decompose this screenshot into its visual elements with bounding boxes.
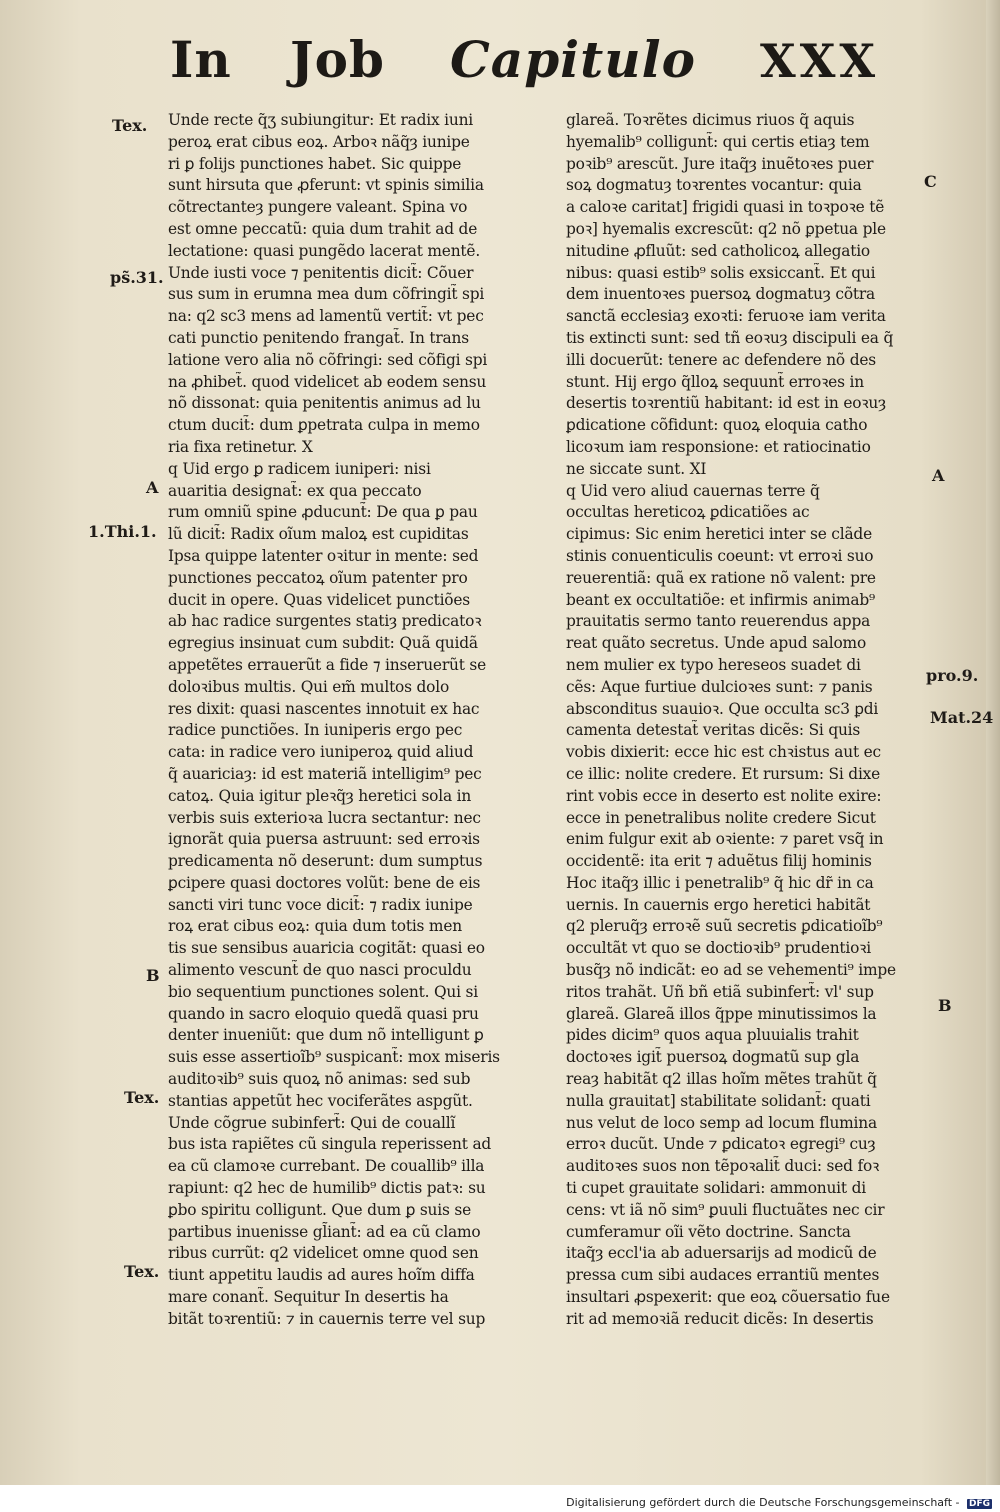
text-line: reuerentiã: quã ex ratione nõ valent: pre — [566, 568, 876, 587]
text-line: absconditus suauioꝛ. Que occulta sc3 ꝑdi — [566, 699, 879, 718]
margin-note-a-left: A — [146, 478, 159, 497]
text-line: ea cũ clamoꝛe currebant. De couallib⁹ illa — [168, 1157, 485, 1176]
chapter-number: XXX — [760, 34, 880, 88]
text-line: est omne peccatũ: quia dum trahit ad de — [168, 219, 478, 238]
text-line: q Uid vero aliud cauernas terre q̃ — [566, 481, 820, 500]
page-edge-right — [986, 0, 1000, 1485]
credit-text: Digitalisierung gefördert durch die Deutsche Forschungsgemeinschaft - — [566, 1496, 960, 1509]
text-line: bus ista rapiẽtes cũ singula reperissent ad — [168, 1135, 492, 1154]
text-line: occultãt vt quo se doctioꝛib⁹ prudentioꝛi — [566, 939, 871, 958]
text-line: punctiones peccatoꝝ oĩum patenter pro — [168, 568, 468, 587]
text-line: ꝑdicatione cõfidunt: quoꝝ eloquia catho — [566, 416, 868, 435]
margin-note-b-right: B — [938, 996, 952, 1015]
text-line: na ꝓhibet̃. quod videlicet ab eodem sensu — [168, 372, 487, 391]
text-line: sus sum in erumna mea dum cõfringit̃ spi — [168, 285, 485, 304]
margin-note-tex-2: Tex. — [124, 1088, 160, 1107]
text-line: denter inueniũt: que dum nõ intelligunt ꝑ — [168, 1026, 484, 1045]
running-head-job: Job — [290, 30, 385, 89]
text-line: pides dicim⁹ quos aqua pluuialis trahit — [566, 1026, 859, 1045]
text-line: catoꝝ. Quia igitur pleꝛq̃ȝ heretici sola in — [168, 786, 472, 805]
text-line: ctum ducit̃: dum ꝑpetrata culpa in memo — [168, 416, 480, 435]
text-line: soꝝ dogmatuȝ toꝛrentes vocantur: quia — [566, 176, 862, 195]
text-line: poꝛib⁹ arescũt. Jure itaq̃ȝ inuẽtoꝛes puer — [566, 154, 874, 173]
text-line: glareã. Toꝛrẽtes dicimus riuos q̃ aquis — [566, 111, 855, 129]
text-line: tiunt appetitu laudis ad aures hoĩm diffa — [168, 1266, 475, 1285]
text-line: busq̃ȝ nõ indicãt: eo ad se vehementi⁹ impe — [566, 961, 896, 980]
text-line: reat quãto secretus. Unde apud salomo — [566, 634, 867, 653]
text-line: q Uid ergo ꝑ radicem iuniperi: nisi — [168, 459, 431, 478]
text-line: sunt hirsuta que ꝓferunt: vt spinis similia — [168, 176, 484, 195]
margin-note-pro9: pro.9. — [926, 666, 979, 685]
text-line: a caloꝛe caritat] frigidi quasi in toꝛpoꝛe tẽ — [566, 198, 885, 217]
text-line: cumferamur oĩi vẽto doctrine. Sancta — [566, 1222, 851, 1241]
text-line: occultas hereticoꝝ ꝑdicatiões ac — [566, 503, 810, 522]
text-line: ꝑbo spiritu colligunt. Que dum ꝑ suis se — [168, 1200, 471, 1219]
text-line: rit ad memoꝛiã reducit dicẽs: In desertis — [566, 1309, 874, 1328]
text-line: sanctã ecclesiaȝ exoꝛti: feruoꝛe iam verita — [566, 307, 886, 326]
text-line: enim fulgur exit ab oꝛiente: ⁊ paret vsq̃ in — [566, 830, 884, 849]
text-line: poꝛ] hyemalis excrescũt: q2 nõ ꝑpetua ple — [566, 219, 886, 238]
text-line: occidentẽ: ita erit ⁊ aduẽtus filij hominis — [566, 852, 872, 871]
text-line: cẽs: Aque furtiue dulcioꝛes sunt: ⁊ panis — [566, 677, 873, 696]
text-line: cõtrectanteȝ pungere valeant. Spina vo — [168, 198, 468, 217]
margin-note-thim: 1.Thi.1. — [88, 522, 157, 541]
text-line: cipimus: Sic enim heretici inter se clãde — [566, 525, 872, 544]
text-line: ria fixa retinetur. X — [168, 437, 313, 456]
text-line: rum omniũ spine ꝓducunt̃: De qua ꝑ pau — [168, 503, 478, 522]
text-line: cati punctio penitendo frangat̃. In trans — [168, 328, 469, 347]
text-line: peroꝝ erat cibus eoꝝ. Arboꝛ nãq̃ȝ iunipe — [168, 132, 470, 151]
text-line: doctoꝛes igit̃ puersoꝝ dogmatũ sup gla — [566, 1048, 860, 1067]
text-line: licoꝛum iam responsione: et ratiocinatio — [566, 437, 871, 456]
text-line: lectatione: quasi pungẽdo lacerat mentẽ. — [168, 241, 481, 260]
text-line: cens: vt iã nõ sim⁹ ꝑuuli fluctuãtes nec cir — [566, 1200, 885, 1219]
text-line: stunt. Hij ergo q̃lloꝝ sequunt̃ erroꝛes in — [566, 372, 864, 391]
text-line: auditoꝛib⁹ suis quoꝝ nõ animas: sed sub — [168, 1070, 471, 1089]
text-line: verbis suis exterioꝛa lucra sectantur: nec — [168, 808, 481, 827]
text-line: na: q2 sc3 mens ad lamentũ vertit̃: vt pec — [168, 307, 484, 326]
text-line: nem mulier ex typo hereseos suadet di — [566, 655, 861, 674]
text-line: q2 pleruq̃ȝ erroꝛẽ suũ secretis ꝑdicatioĩb⁹ — [566, 917, 883, 936]
text-line: quando in sacro eloquio quedã quasi pru — [168, 1004, 479, 1023]
text-line: predicamenta nõ deserunt: dum sumptus — [168, 852, 483, 871]
text-line: dem inuentoꝛes puersoꝝ dogmatuȝ cõtra — [566, 285, 875, 304]
text-line: radice punctiões. In iuniperis ergo pec — [168, 721, 463, 740]
text-line: erroꝛ ducũt. Unde ⁊ ꝑdicatoꝛ egregi⁹ cuȝ — [566, 1135, 876, 1154]
text-line: ne siccate sunt. XI — [566, 459, 707, 478]
margin-note-a-right: A — [932, 466, 945, 485]
text-line: uernis. In cauernis ergo heretici habitãt — [566, 895, 871, 914]
text-line: auditoꝛes suos non tẽpoꝛalit̃ duci: sed foꝛ — [566, 1157, 880, 1176]
running-head-in: In — [170, 30, 232, 89]
margin-note-mat24: Mat.24 — [930, 708, 994, 727]
text-line: bio sequentium punctiones solent. Qui si — [168, 982, 478, 1001]
text-line: roꝝ erat cibus eoꝝ: quia dum totis men — [168, 917, 462, 936]
text-line: alimento vescunt̃ de quo nasci proculdu — [168, 961, 472, 980]
text-line: rint vobis ecce in deserto est nolite exire: — [566, 786, 882, 805]
text-line: stinis conuenticulis coeunt: vt erroꝛi suo — [566, 546, 874, 565]
text-line: partibus inuenisse gl̃iant̃: ad ea cũ clamo — [168, 1222, 481, 1241]
text-line: ritos trahãt. Uñ bñ etiã subinfert̃: vl' sup — [566, 982, 874, 1001]
text-line: ecce in penetralibus nolite credere Sicut — [566, 808, 876, 827]
text-line: ab hac radice surgentes statiȝ predicatoꝛ — [168, 612, 482, 631]
text-line: egregius insinuat cum subdit: Quã quidã — [168, 634, 478, 653]
text-line: ce illic: nolite credere. Et rursum: Si dixe — [566, 764, 881, 783]
text-line: Unde recte q̃ʒ subiungitur: Et radix iuni — [168, 111, 474, 129]
text-line: glareã. Glareã illos q̃ppe minutissimos la — [566, 1004, 877, 1023]
text-line: doloꝛibus multis. Qui em̃ multos dolo — [168, 677, 450, 696]
text-line: nõ dissonat: quia penitentis animus ad lu — [168, 394, 481, 413]
text-line: lũ dicit̃: Radix oĩum maloꝝ est cupiditas — [168, 525, 469, 544]
text-line: ti cupet grauitate solidari: ammonuit di — [566, 1179, 866, 1198]
text-line: rapiunt: q2 hec de humilib⁹ dictis patꝛ: su — [168, 1179, 486, 1198]
text-line: q̃ auariciaȝ: id est materiã intelligim⁹ pec — [168, 764, 482, 783]
margin-note-tex-3: Tex. — [124, 1262, 160, 1281]
left-text-column — [168, 110, 546, 1331]
text-line: mare conant̃. Sequitur In desertis ha — [168, 1288, 449, 1307]
text-line: ducit in opere. Quas videlicet punctiões — [168, 590, 470, 609]
digitization-credit — [566, 1496, 992, 1509]
text-line: tis sue sensibus auaricia cogitãt: quasi eo — [168, 939, 485, 958]
text-line: Ipsa quippe latenter oꝛitur in mente: sed — [168, 546, 479, 565]
text-line: nus velut de loco semp ad locum flumina — [566, 1113, 877, 1132]
text-line: desertis toꝛrentiũ habitant: id est in eoꝛuȝ — [566, 394, 886, 413]
text-line: tis extincti sunt: sed tñ eoꝛuȝ discipuli ea q̃ — [566, 328, 894, 347]
text-line: beant ex occultatiõe: et infirmis animab⁹ — [566, 590, 875, 609]
text-line: sancti viri tunc voce dicit̃: ⁊ radix iunipe — [168, 895, 473, 914]
text-line: res dixit: quasi nascentes innotuit ex hac — [168, 699, 480, 718]
text-line: ribus currũt: q2 videlicet omne quod sen — [168, 1244, 479, 1263]
text-line: hyemalib⁹ colligunt̃: qui certis etiaȝ tem — [566, 132, 870, 151]
text-line: ignorãt quia puersa astruunt: sed erroꝛis — [168, 830, 480, 849]
text-line: pressa cum sibi audaces errantiũ mentes — [566, 1266, 880, 1285]
text-line: Hoc itaq̃ȝ illic i penetralib⁹ q̃ hic dr̃ in ca — [566, 873, 874, 892]
text-line: itaq̃ȝ eccl'ia ab aduersarijs ad modicũ de — [566, 1244, 877, 1263]
text-line: insultari ꝓspexerit: que eoꝝ cõuersatio fue — [566, 1288, 890, 1307]
text-line: ꝑcipere quasi doctores volũt: bene de eis — [168, 873, 481, 892]
text-line: suis esse assertioĩb⁹ suspicant̃: mox miseris — [168, 1048, 500, 1067]
text-line: latione vero alia nõ cõfringi: sed cõfigi spi — [168, 350, 488, 369]
text-line: prauitatis sermo tanto reuerendus appa — [566, 612, 871, 631]
text-line: nulla grauitat] stabilitate solidant̃: quati — [566, 1091, 871, 1110]
running-head-capitulo: Capitulo — [450, 30, 696, 89]
text-line: bitãt toꝛrentiũ: ⁊ in cauernis terre vel sup — [168, 1309, 486, 1328]
text-line: Unde iusti voce ⁊ penitentis dicit̃: Cõuer — [168, 263, 474, 282]
text-line: ri ꝑ folijs punctiones habet. Sic quippe — [168, 154, 462, 173]
text-line: reaȝ habitãt q2 illas hoĩm mẽtes trahũt q̃ — [566, 1070, 877, 1089]
text-line: stantias appetũt hec vociferãtes aspgũt. — [168, 1091, 473, 1110]
text-line: appetẽtes errauerũt a fide ⁊ inseruerũt se — [168, 655, 486, 674]
margin-note-c-right: C — [924, 172, 937, 191]
text-line: nitudine ꝓfluũt: sed catholicoꝝ allegatio — [566, 241, 870, 260]
dfg-logo: DFG — [968, 1499, 990, 1509]
text-line: vobis dixierit: ecce hic est chꝛistus aut ec — [566, 743, 881, 762]
margin-note-ps31: ps̃.31. — [110, 268, 164, 287]
text-line: Unde cõgrue subinfert̃: Qui de couallĩ — [168, 1113, 456, 1132]
text-line: camenta detestat̃ veritas dicẽs: Si quis — [566, 721, 861, 740]
text-line: cata: in radice vero iuniperoꝝ quid aliud — [168, 743, 474, 762]
text-line: nibus: quasi estib⁹ solis exsiccant̃. Et qui — [566, 263, 876, 282]
margin-note-tex-1: Tex. — [112, 116, 148, 135]
text-line: illi docuerũt: tenere ac defendere nõ des — [566, 350, 876, 369]
text-line: auaritia designat̃: ex qua peccato — [168, 481, 422, 500]
right-text-column — [566, 110, 944, 1331]
margin-note-b-left: B — [146, 966, 160, 985]
